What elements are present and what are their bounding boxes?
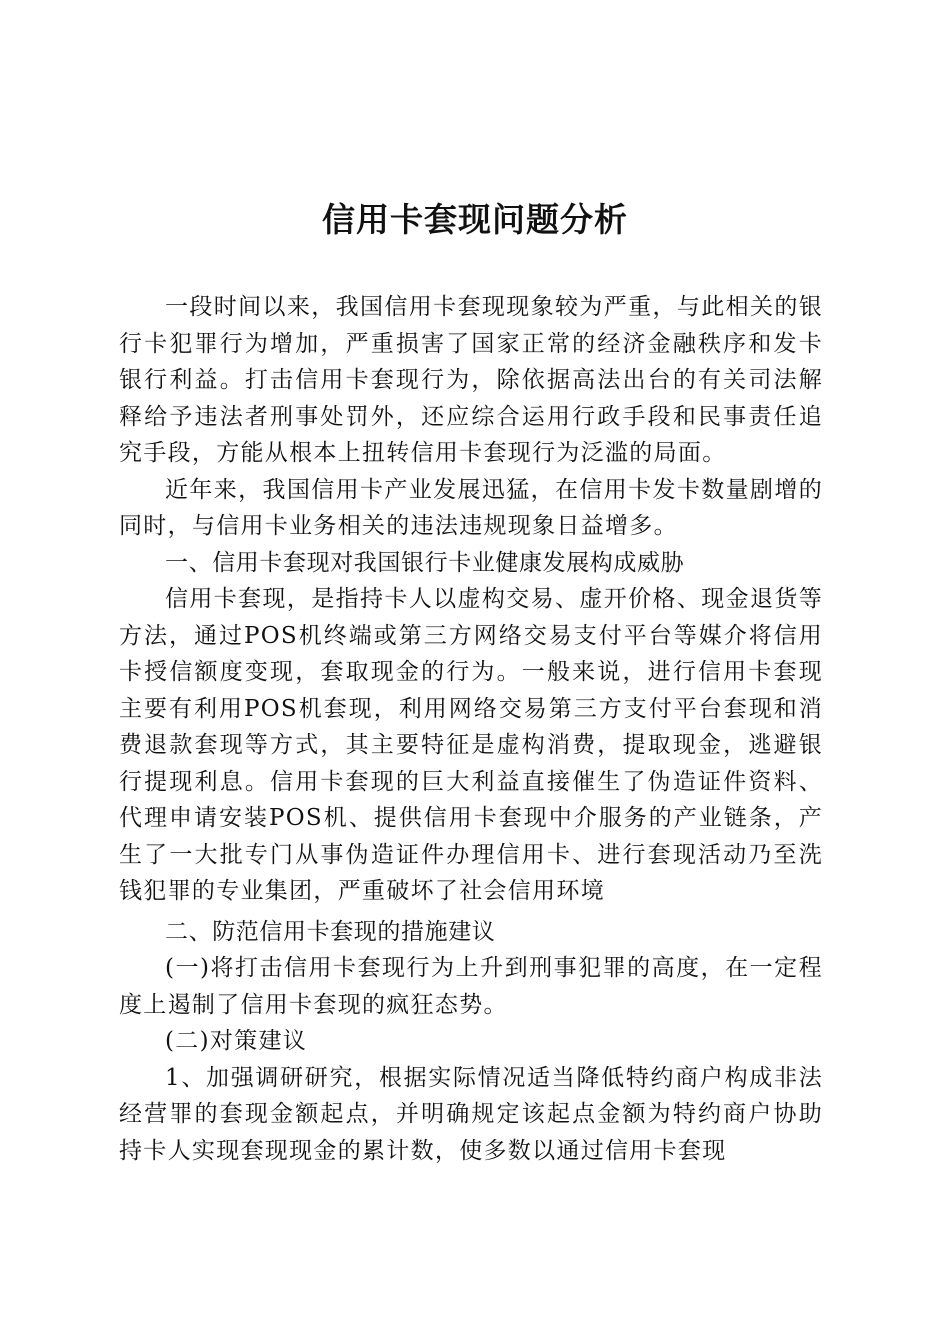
section-1-paragraph: 信用卡套现，是指持卡人以虚构交易、虚开价格、现金退货等方法，通过POS机终端或第三方网络交易支付平台等媒介将信用卡授信额度变现，套取现金的行为。一般来说，进行信用卡套现主要有利用POS机套现，利用网络交易第三方支付平台套现和消费退款套现等方式，其主要特征是虚构消费，提取现金，逃避银行提现利息。信用卡套现的巨大利益直接催生了伪造证件资料、代理申请安装POS机、提供信用卡套现中介服务的产业链条，产生了一大批专门从事伪造证件办理信用卡、进行套现活动乃至洗钱犯罪的专业集团，严重破坏了社会信用环境 [119,586,823,904]
section-2-item-2: (二)对策建议 [165,1028,308,1054]
section-1-heading: 一、信用卡套现对我国银行卡业健康发展构成威胁 [165,549,685,576]
section-2-item-3: 1、加强调研研究，根据实际情况适当降低特约商户构成非法经营罪的套现金额起点，并明确规定该起点金额为特约商户协助持卡人实现套现现金的累计数，使多数以通过信用卡套现 [119,1064,823,1164]
background-paragraph: 近年来，我国信用卡产业发展迅猛，在信用卡发卡数量剧增的同时，与信用卡业务相关的违法违规现象日益增多。 [119,476,823,539]
section-2-heading: 二、防范信用卡套现的措施建议 [165,918,496,945]
document-title: 信用卡套现问题分析 [322,200,628,239]
document-body [119,289,823,1169]
intro-paragraph: 一段时间以来，我国信用卡套现现象较为严重，与此相关的银行卡犯罪行为增加，严重损害了国家正常的经济金融秩序和发卡银行利益。打击信用卡套现行为，除依据高法出台的有关司法解释给予违法者刑事处罚外，还应综合运用行政手段和民事责任追究手段，方能从根本上扭转信用卡套现行为泛滥的局面。 [119,294,823,466]
section-2-item-1: (一)将打击信用卡套现行为上升到刑事犯罪的高度，在一定程度上遏制了信用卡套现的疯狂态势。 [119,955,823,1018]
